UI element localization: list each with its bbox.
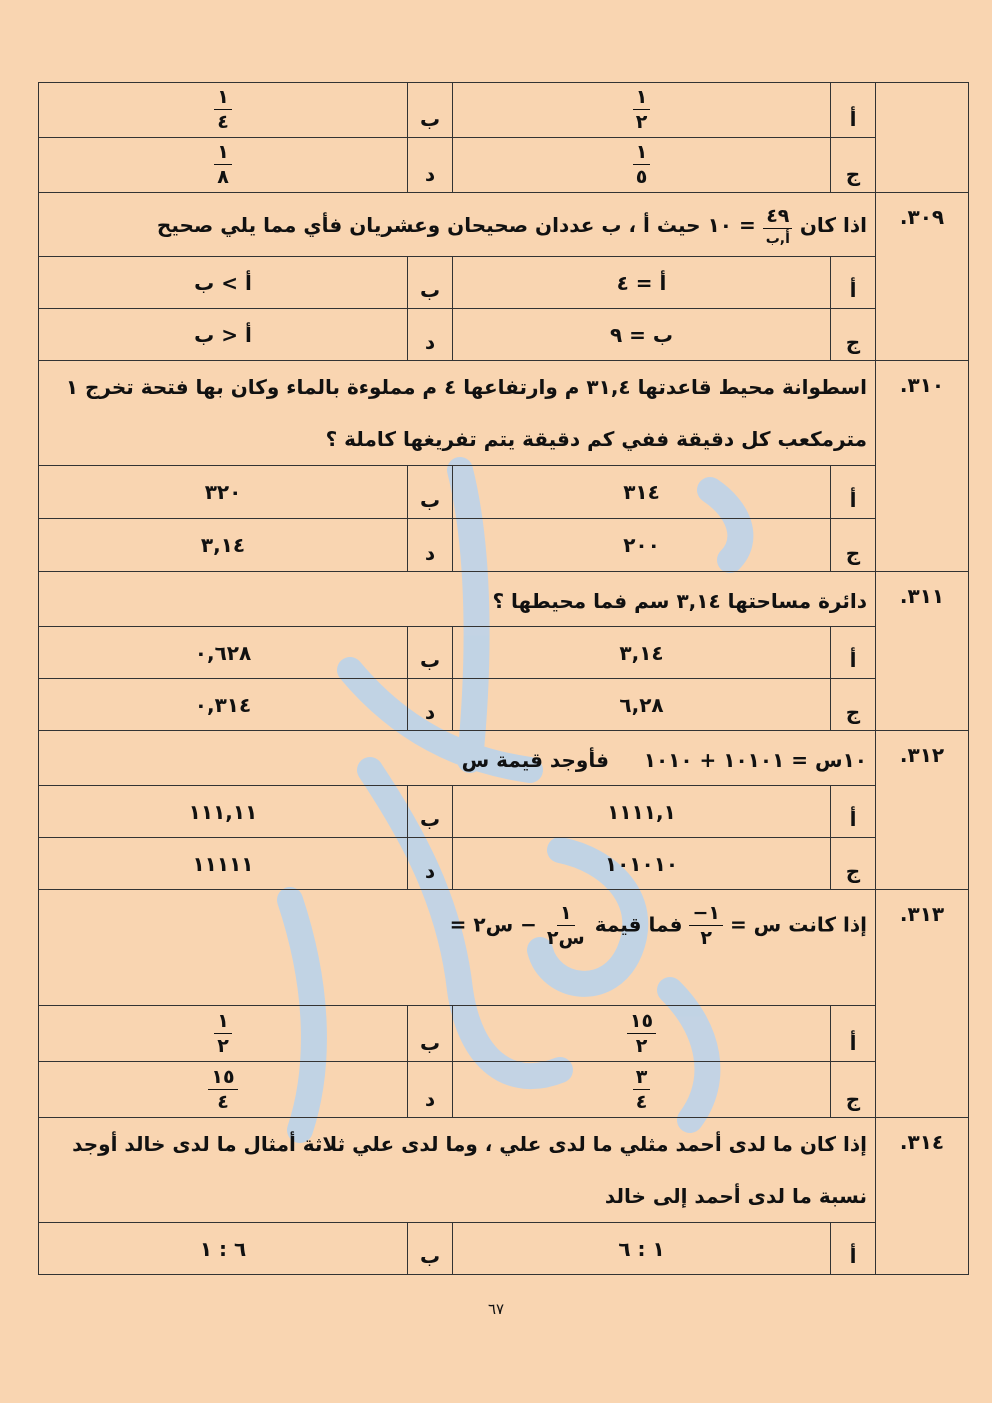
q310-question-text: اسطوانة محيط قاعدتها ٣١,٤ م وارتفاعها ٤ م مملوءة بالماء وكان بها فتحة تخرج ١ مترمكعب كل دقيقة ففي كم دقيقة يتم تفريغها كاملة ؟ [39,361,876,466]
option-label: د [408,138,453,193]
q311-number: ٣١١. [876,572,969,731]
q308-option-d[interactable] [39,138,408,193]
q312-row-cd [39,838,969,890]
q313-question-row [39,890,969,1006]
q309-question-text: اذا كان $\frac{٤٩}{\text{أ,ب}}$ = ١٠ حيث أ ، ب عددان صحيحان وعشريان فأي مما يلي صحيح [39,193,876,257]
option-label: أ [831,1223,876,1275]
option-label: أ [831,627,876,679]
q310-option-b[interactable]: ٣٢٠ [39,466,408,519]
q314-row-ab [39,1223,969,1275]
q313-option-c[interactable] [453,1062,831,1118]
fraction: $\frac{١}{٨}$ [214,143,232,187]
q313-number: ٣١٣. [876,890,969,1118]
fraction: $\frac{١}{\text{س٢}}$ [546,902,585,949]
option-label: ب [408,466,453,519]
questions-table [38,82,969,1275]
option-label: د [408,309,453,361]
q311-option-a[interactable]: ٣,١٤ [453,627,831,679]
fraction: $\frac{١}{٢}$ [633,88,651,132]
q314-question-text: إذا كان ما لدى أحمد مثلي ما لدى علي ، وما لدى علي ثلاثة أمثال ما لدى خالد أوجد نسبة ما لدى أحمد إلى خالد [39,1118,876,1223]
q313-option-b[interactable] [39,1006,408,1062]
option-label: ب [408,83,453,138]
q309-row-ab [39,257,969,309]
fraction: $\frac{١}{٤}$ [214,88,232,132]
q310-row-cd [39,519,969,572]
q313-question-text: إذا كانت س = $\frac{١-}{٢}$ فما قيمة $\frac{١}{\text{س٢}}$ − س٢ = [39,890,876,1006]
option-label: أ [831,466,876,519]
q312-option-d[interactable]: ١١١١١ [39,838,408,890]
q311-row-cd [39,679,969,731]
option-label: ج [831,519,876,572]
q314-question-row [39,1118,969,1223]
q314-option-a[interactable]: ١ : ٦ [453,1223,831,1275]
q310-option-d[interactable]: ٣,١٤ [39,519,408,572]
option-label: د [408,679,453,731]
option-label: د [408,1062,453,1118]
q312-number: ٣١٢. [876,731,969,890]
option-label: ب [408,627,453,679]
q308-row-cd [39,138,969,193]
q312-option-b[interactable]: ١١١,١١ [39,786,408,838]
q308-option-c[interactable] [453,138,831,193]
q312-option-a[interactable]: ١١١١,١ [453,786,831,838]
q313-row-cd [39,1062,969,1118]
q311-option-b[interactable]: ٠,٦٢٨ [39,627,408,679]
q310-option-c[interactable]: ٢٠٠ [453,519,831,572]
fraction: $\frac{١}{٥}$ [633,143,651,187]
q309-question-row [39,193,969,257]
q311-row-ab [39,627,969,679]
fraction: $\frac{٣}{٤}$ [633,1068,651,1112]
option-label: ج [831,1062,876,1118]
fraction: $\frac{١}{٢}$ [214,1012,232,1056]
fraction: $\frac{١٥}{٤}$ [208,1068,237,1112]
q309-row-cd [39,309,969,361]
q308-option-a[interactable] [453,83,831,138]
fraction: $\frac{١٥}{٢}$ [627,1012,656,1056]
q312-row-ab [39,786,969,838]
option-label: أ [831,786,876,838]
fraction: $\frac{١-}{٢}$ [689,904,723,948]
option-label: ب [408,786,453,838]
option-label: ب [408,1223,453,1275]
q309-option-b[interactable]: أ > ب [39,257,408,309]
q308-option-b[interactable] [39,83,408,138]
q309-option-d[interactable]: أ < ب [39,309,408,361]
option-label: ب [408,257,453,309]
q311-option-d[interactable]: ٠,٣١٤ [39,679,408,731]
q309-option-a[interactable]: أ = ٤ [453,257,831,309]
page-number: ٦٧ [487,1300,505,1318]
q313-option-d[interactable] [39,1062,408,1118]
option-label: ج [831,138,876,193]
q312-question-row [39,731,969,786]
option-label: أ [831,257,876,309]
q310-number: ٣١٠. [876,361,969,572]
q309-option-c[interactable]: ب = ٩ [453,309,831,361]
fraction: $\frac{٤٩}{\text{أ,ب}}$ [763,207,793,246]
option-label: د [408,838,453,890]
q314-option-b[interactable]: ٦ : ١ [39,1223,408,1275]
option-label: ج [831,309,876,361]
q310-question-row [39,361,969,466]
q310-row-ab [39,466,969,519]
q312-option-c[interactable]: ١٠١٠١٠ [453,838,831,890]
q310-option-a[interactable]: ٣١٤ [453,466,831,519]
q313-row-ab [39,1006,969,1062]
q311-question-text: دائرة مساحتها ٣,١٤ سم فما محيطها ؟ [39,572,876,627]
option-label: ب [408,1006,453,1062]
q313-option-a[interactable] [453,1006,831,1062]
option-label: ج [831,838,876,890]
q311-question-row [39,572,969,627]
q309-number: ٣٠٩. [876,193,969,361]
q308-row-ab [39,83,969,138]
q312-question-text: ١٠س = ١٠١٠١ + ١٠١٠ فأوجد قيمة س [39,731,876,786]
option-label: أ [831,83,876,138]
questions-page [38,82,969,1275]
option-label: أ [831,1006,876,1062]
option-label: ج [831,679,876,731]
q314-number: ٣١٤. [876,1118,969,1275]
q308-number-cell [876,83,969,193]
q311-option-c[interactable]: ٦,٢٨ [453,679,831,731]
option-label: د [408,519,453,572]
